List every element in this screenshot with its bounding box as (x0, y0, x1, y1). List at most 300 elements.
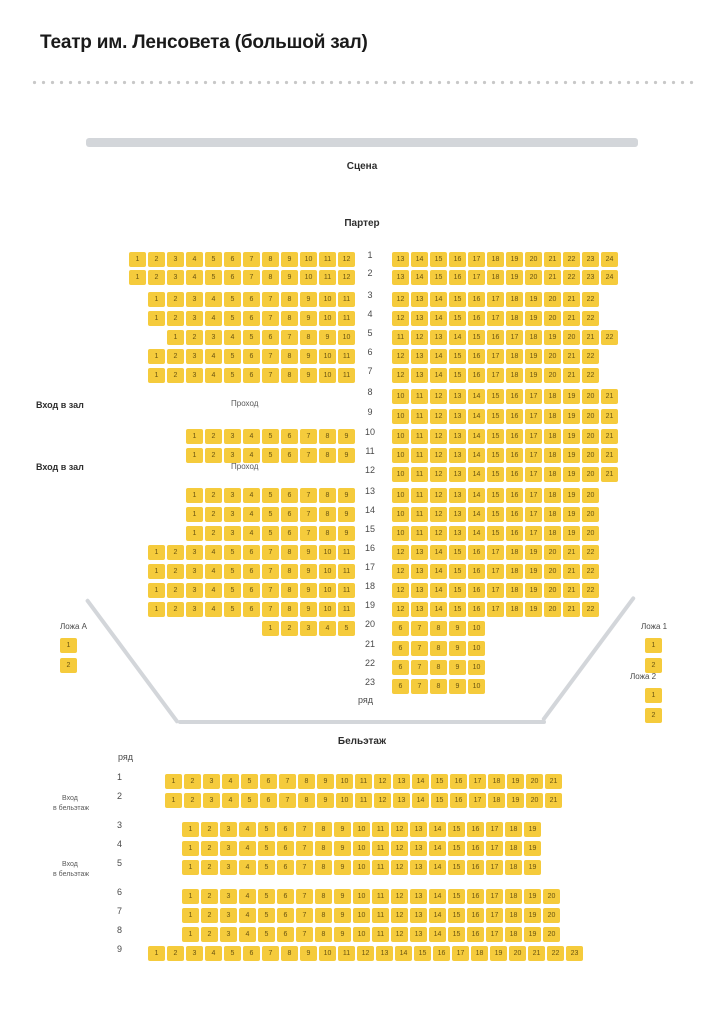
seat[interactable]: 9 (319, 330, 336, 345)
seat[interactable]: 2 (167, 564, 184, 579)
seat[interactable]: 6 (243, 946, 260, 961)
seat[interactable]: 2 (167, 292, 184, 307)
seat[interactable]: 1 (186, 488, 203, 503)
seat[interactable]: 6 (262, 330, 279, 345)
seat[interactable]: 1 (148, 564, 165, 579)
seat[interactable]: 4 (186, 252, 203, 267)
seat[interactable]: 8 (281, 311, 298, 326)
seat[interactable]: 12 (411, 330, 428, 345)
seat[interactable]: 5 (338, 621, 355, 636)
seat[interactable]: 1 (182, 927, 199, 942)
seat[interactable]: 21 (601, 467, 618, 482)
seat[interactable]: 6 (243, 583, 260, 598)
seat[interactable]: 17 (525, 526, 542, 541)
seat[interactable]: 15 (448, 822, 465, 837)
seat[interactable]: 12 (391, 822, 408, 837)
seat[interactable]: 16 (467, 860, 484, 875)
seat[interactable]: 2 (201, 908, 218, 923)
seat[interactable]: 10 (468, 621, 485, 636)
seat[interactable]: 18 (544, 526, 561, 541)
seat[interactable]: 10 (468, 660, 485, 675)
seat[interactable]: 18 (506, 349, 523, 364)
seat[interactable]: 2 (281, 621, 298, 636)
seat[interactable]: 4 (243, 429, 260, 444)
seat[interactable]: 3 (186, 602, 203, 617)
seat[interactable]: 5 (224, 368, 241, 383)
seat[interactable]: 9 (300, 545, 317, 560)
seat[interactable]: 4 (239, 927, 256, 942)
seat[interactable]: 7 (262, 564, 279, 579)
seat[interactable]: 20 (526, 793, 543, 808)
seat[interactable]: 18 (505, 841, 522, 856)
seat[interactable]: 9 (334, 841, 351, 856)
seat[interactable]: 17 (487, 349, 504, 364)
seat[interactable]: 15 (487, 507, 504, 522)
seat[interactable]: 3 (186, 368, 203, 383)
seat[interactable]: 15 (449, 583, 466, 598)
seat[interactable]: 18 (544, 448, 561, 463)
seat[interactable]: 19 (525, 564, 542, 579)
seat[interactable]: 20 (544, 602, 561, 617)
seat[interactable]: 13 (411, 349, 428, 364)
seat[interactable]: 3 (186, 564, 203, 579)
seat[interactable]: 4 (205, 583, 222, 598)
seat[interactable]: 15 (414, 946, 431, 961)
seat[interactable]: 10 (319, 602, 336, 617)
seat[interactable]: 5 (262, 488, 279, 503)
seat[interactable]: 12 (392, 292, 409, 307)
seat[interactable]: 4 (222, 774, 239, 789)
seat[interactable]: 19 (563, 467, 580, 482)
seat[interactable]: 7 (300, 507, 317, 522)
seat[interactable]: 8 (281, 545, 298, 560)
seat[interactable]: 5 (262, 429, 279, 444)
seat[interactable]: 10 (319, 564, 336, 579)
seat[interactable]: 20 (543, 889, 560, 904)
seat[interactable]: 20 (582, 467, 599, 482)
seat[interactable]: 11 (338, 368, 355, 383)
seat[interactable]: 1 (148, 349, 165, 364)
seat[interactable]: 19 (563, 429, 580, 444)
seat[interactable]: 20 (509, 946, 526, 961)
seat[interactable]: 4 (239, 841, 256, 856)
seat[interactable]: 4 (186, 270, 203, 285)
seat[interactable]: 14 (468, 448, 485, 463)
seat[interactable]: 7 (243, 252, 260, 267)
seat[interactable]: 10 (300, 252, 317, 267)
seat[interactable]: 14 (468, 467, 485, 482)
seat[interactable]: 13 (449, 389, 466, 404)
seat[interactable]: 8 (262, 252, 279, 267)
seat[interactable]: 9 (300, 349, 317, 364)
seat[interactable]: 11 (372, 889, 389, 904)
seat[interactable]: 18 (506, 545, 523, 560)
seat[interactable]: 19 (563, 389, 580, 404)
seat[interactable]: 2 (167, 368, 184, 383)
seat[interactable]: 16 (467, 841, 484, 856)
seat[interactable]: 9 (449, 621, 466, 636)
seat[interactable]: 14 (430, 583, 447, 598)
seat[interactable]: 10 (392, 488, 409, 503)
seat[interactable]: 7 (262, 292, 279, 307)
seat[interactable]: 12 (338, 252, 355, 267)
seat[interactable]: 11 (338, 292, 355, 307)
seat[interactable]: 11 (372, 927, 389, 942)
seat[interactable]: 9 (334, 908, 351, 923)
seat[interactable]: 21 (563, 368, 580, 383)
seat[interactable]: 7 (296, 908, 313, 923)
seat[interactable]: 17 (469, 793, 486, 808)
seat[interactable]: 13 (449, 526, 466, 541)
seat[interactable]: 1 (182, 841, 199, 856)
seat[interactable]: 11 (411, 429, 428, 444)
seat[interactable]: 8 (315, 860, 332, 875)
seat[interactable]: 20 (543, 927, 560, 942)
seat[interactable]: 20 (544, 368, 561, 383)
seat[interactable]: 3 (203, 793, 220, 808)
seat[interactable]: 6 (392, 679, 409, 694)
seat[interactable]: 17 (487, 545, 504, 560)
seat[interactable]: 13 (392, 252, 409, 267)
seat[interactable]: 11 (338, 583, 355, 598)
seat[interactable]: 7 (300, 488, 317, 503)
seat[interactable]: 16 (467, 927, 484, 942)
seat[interactable]: 4 (205, 564, 222, 579)
seat[interactable]: 20 (525, 252, 542, 267)
seat[interactable]: 6 (277, 908, 294, 923)
seat[interactable]: 15 (487, 389, 504, 404)
seat[interactable]: 14 (430, 564, 447, 579)
seat[interactable]: 14 (429, 908, 446, 923)
seat[interactable]: 8 (319, 507, 336, 522)
seat[interactable]: 11 (372, 908, 389, 923)
seat[interactable]: 13 (393, 793, 410, 808)
seat[interactable]: 16 (450, 793, 467, 808)
seat[interactable]: 7 (262, 311, 279, 326)
seat[interactable]: 7 (262, 583, 279, 598)
box-seat-lozha-a-2[interactable]: 2 (60, 658, 77, 673)
seat[interactable]: 3 (167, 252, 184, 267)
seat[interactable]: 5 (262, 526, 279, 541)
seat[interactable]: 10 (300, 270, 317, 285)
seat[interactable]: 4 (243, 448, 260, 463)
seat[interactable]: 9 (334, 860, 351, 875)
seat[interactable]: 7 (281, 330, 298, 345)
seat[interactable]: 19 (524, 889, 541, 904)
seat[interactable]: 13 (449, 507, 466, 522)
seat[interactable]: 10 (319, 292, 336, 307)
seat[interactable]: 5 (224, 602, 241, 617)
seat[interactable]: 1 (186, 448, 203, 463)
seat[interactable]: 10 (392, 389, 409, 404)
seat[interactable]: 9 (338, 507, 355, 522)
seat[interactable]: 8 (319, 429, 336, 444)
seat[interactable]: 11 (372, 822, 389, 837)
seat[interactable]: 14 (429, 889, 446, 904)
seat[interactable]: 14 (429, 927, 446, 942)
seat[interactable]: 21 (563, 602, 580, 617)
seat[interactable]: 21 (563, 292, 580, 307)
seat[interactable]: 11 (411, 409, 428, 424)
seat[interactable]: 6 (392, 641, 409, 656)
seat[interactable]: 10 (392, 429, 409, 444)
seat[interactable]: 23 (582, 270, 599, 285)
seat[interactable]: 12 (430, 488, 447, 503)
seat[interactable]: 19 (507, 793, 524, 808)
seat[interactable]: 23 (582, 252, 599, 267)
seat[interactable]: 9 (300, 946, 317, 961)
seat[interactable]: 5 (262, 507, 279, 522)
seat[interactable]: 18 (488, 793, 505, 808)
seat[interactable]: 22 (582, 349, 599, 364)
seat[interactable]: 14 (429, 860, 446, 875)
seat[interactable]: 5 (224, 583, 241, 598)
seat[interactable]: 21 (544, 252, 561, 267)
seat[interactable]: 21 (601, 448, 618, 463)
seat[interactable]: 12 (392, 564, 409, 579)
seat[interactable]: 20 (582, 507, 599, 522)
seat[interactable]: 13 (410, 908, 427, 923)
seat[interactable]: 8 (430, 660, 447, 675)
seat[interactable]: 17 (487, 292, 504, 307)
seat[interactable]: 16 (468, 311, 485, 326)
seat[interactable]: 8 (281, 564, 298, 579)
seat[interactable]: 13 (410, 860, 427, 875)
seat[interactable]: 17 (486, 889, 503, 904)
seat[interactable]: 9 (317, 774, 334, 789)
seat[interactable]: 2 (205, 507, 222, 522)
seat[interactable]: 20 (525, 270, 542, 285)
seat[interactable]: 16 (467, 889, 484, 904)
seat[interactable]: 5 (224, 311, 241, 326)
seat[interactable]: 3 (220, 889, 237, 904)
seat[interactable]: 10 (392, 526, 409, 541)
seat[interactable]: 11 (411, 448, 428, 463)
seat[interactable]: 7 (300, 429, 317, 444)
seat[interactable]: 16 (506, 526, 523, 541)
seat[interactable]: 13 (410, 889, 427, 904)
seat[interactable]: 21 (563, 349, 580, 364)
seat[interactable]: 16 (468, 545, 485, 560)
seat[interactable]: 12 (430, 389, 447, 404)
seat[interactable]: 9 (300, 311, 317, 326)
seat[interactable]: 17 (487, 368, 504, 383)
seat[interactable]: 1 (148, 311, 165, 326)
seat[interactable]: 10 (353, 841, 370, 856)
seat[interactable]: 21 (563, 564, 580, 579)
seat[interactable]: 13 (449, 488, 466, 503)
seat[interactable]: 19 (524, 908, 541, 923)
seat[interactable]: 5 (258, 841, 275, 856)
seat[interactable]: 12 (430, 507, 447, 522)
seat[interactable]: 20 (544, 292, 561, 307)
seat[interactable]: 11 (338, 564, 355, 579)
seat[interactable]: 14 (411, 270, 428, 285)
seat[interactable]: 11 (355, 793, 372, 808)
seat[interactable]: 10 (353, 889, 370, 904)
seat[interactable]: 9 (449, 660, 466, 675)
seat[interactable]: 4 (239, 822, 256, 837)
seat[interactable]: 12 (430, 429, 447, 444)
seat[interactable]: 4 (205, 545, 222, 560)
seat[interactable]: 2 (201, 889, 218, 904)
seat[interactable]: 11 (392, 330, 409, 345)
seat[interactable]: 16 (467, 822, 484, 837)
seat[interactable]: 14 (468, 409, 485, 424)
seat[interactable]: 15 (448, 889, 465, 904)
seat[interactable]: 17 (487, 311, 504, 326)
seat[interactable]: 6 (243, 564, 260, 579)
seat[interactable]: 21 (582, 330, 599, 345)
seat[interactable]: 13 (392, 270, 409, 285)
seat[interactable]: 4 (205, 349, 222, 364)
seat[interactable]: 13 (411, 545, 428, 560)
seat[interactable]: 11 (411, 488, 428, 503)
seat[interactable]: 13 (430, 330, 447, 345)
seat[interactable]: 17 (486, 841, 503, 856)
seat[interactable]: 11 (355, 774, 372, 789)
seat[interactable]: 21 (601, 409, 618, 424)
seat[interactable]: 12 (374, 774, 391, 789)
seat[interactable]: 22 (582, 564, 599, 579)
seat[interactable]: 14 (411, 252, 428, 267)
seat[interactable]: 4 (319, 621, 336, 636)
seat[interactable]: 18 (506, 292, 523, 307)
seat[interactable]: 3 (186, 583, 203, 598)
seat[interactable]: 7 (262, 946, 279, 961)
seat[interactable]: 1 (165, 793, 182, 808)
seat[interactable]: 11 (372, 860, 389, 875)
seat[interactable]: 1 (148, 946, 165, 961)
seat[interactable]: 22 (582, 311, 599, 326)
seat[interactable]: 1 (182, 822, 199, 837)
seat[interactable]: 8 (315, 927, 332, 942)
box-seat-lozha-a-1[interactable]: 1 (60, 638, 77, 653)
seat[interactable]: 14 (430, 368, 447, 383)
seat[interactable]: 16 (449, 270, 466, 285)
seat[interactable]: 7 (262, 349, 279, 364)
seat[interactable]: 15 (430, 252, 447, 267)
seat[interactable]: 12 (430, 467, 447, 482)
seat[interactable]: 5 (205, 270, 222, 285)
seat[interactable]: 16 (506, 409, 523, 424)
seat[interactable]: 2 (167, 583, 184, 598)
seat[interactable]: 14 (429, 841, 446, 856)
seat[interactable]: 17 (452, 946, 469, 961)
seat[interactable]: 19 (524, 822, 541, 837)
seat[interactable]: 21 (545, 793, 562, 808)
box-seat-lozha-1-2[interactable]: 2 (645, 658, 662, 673)
seat[interactable]: 19 (507, 774, 524, 789)
seat[interactable]: 2 (205, 488, 222, 503)
seat[interactable]: 14 (468, 526, 485, 541)
seat[interactable]: 3 (186, 292, 203, 307)
seat[interactable]: 13 (411, 602, 428, 617)
seat[interactable]: 6 (260, 774, 277, 789)
seat[interactable]: 6 (243, 349, 260, 364)
seat[interactable]: 10 (392, 507, 409, 522)
seat[interactable]: 6 (260, 793, 277, 808)
seat[interactable]: 12 (357, 946, 374, 961)
seat[interactable]: 19 (506, 252, 523, 267)
seat[interactable]: 7 (300, 448, 317, 463)
seat[interactable]: 19 (525, 368, 542, 383)
seat[interactable]: 7 (279, 774, 296, 789)
seat[interactable]: 5 (224, 946, 241, 961)
seat[interactable]: 2 (167, 349, 184, 364)
seat[interactable]: 3 (220, 908, 237, 923)
seat[interactable]: 21 (528, 946, 545, 961)
seat[interactable]: 18 (544, 409, 561, 424)
seat[interactable]: 7 (296, 889, 313, 904)
seat[interactable]: 15 (449, 545, 466, 560)
seat[interactable]: 18 (506, 564, 523, 579)
seat[interactable]: 1 (186, 507, 203, 522)
seat[interactable]: 10 (336, 793, 353, 808)
seat[interactable]: 13 (411, 564, 428, 579)
seat[interactable]: 17 (487, 602, 504, 617)
seat[interactable]: 17 (525, 448, 542, 463)
seat[interactable]: 4 (205, 292, 222, 307)
seat[interactable]: 17 (487, 564, 504, 579)
seat[interactable]: 14 (468, 429, 485, 444)
seat[interactable]: 17 (525, 507, 542, 522)
seat[interactable]: 15 (487, 448, 504, 463)
seat[interactable]: 18 (506, 583, 523, 598)
seat[interactable]: 23 (566, 946, 583, 961)
seat[interactable]: 4 (243, 526, 260, 541)
seat[interactable]: 21 (601, 389, 618, 404)
seat[interactable]: 15 (449, 292, 466, 307)
seat[interactable]: 3 (220, 860, 237, 875)
seat[interactable]: 20 (544, 349, 561, 364)
seat[interactable]: 8 (430, 679, 447, 694)
seat[interactable]: 16 (506, 389, 523, 404)
seat[interactable]: 7 (262, 368, 279, 383)
seat[interactable]: 2 (167, 311, 184, 326)
seat[interactable]: 12 (430, 448, 447, 463)
seat[interactable]: 21 (563, 311, 580, 326)
seat[interactable]: 8 (315, 822, 332, 837)
seat[interactable]: 4 (205, 368, 222, 383)
seat[interactable]: 8 (300, 330, 317, 345)
seat[interactable]: 10 (353, 860, 370, 875)
seat[interactable]: 9 (334, 889, 351, 904)
seat[interactable]: 9 (300, 292, 317, 307)
seat[interactable]: 13 (449, 467, 466, 482)
seat[interactable]: 12 (392, 349, 409, 364)
seat[interactable]: 8 (281, 602, 298, 617)
seat[interactable]: 8 (281, 368, 298, 383)
seat[interactable]: 1 (262, 621, 279, 636)
seat[interactable]: 1 (148, 602, 165, 617)
seat[interactable]: 15 (468, 330, 485, 345)
seat[interactable]: 19 (525, 349, 542, 364)
seat[interactable]: 21 (601, 429, 618, 444)
seat[interactable]: 5 (258, 889, 275, 904)
seat[interactable]: 11 (338, 946, 355, 961)
seat[interactable]: 7 (411, 660, 428, 675)
seat[interactable]: 19 (506, 270, 523, 285)
seat[interactable]: 8 (262, 270, 279, 285)
seat[interactable]: 9 (334, 822, 351, 837)
seat[interactable]: 8 (430, 621, 447, 636)
seat[interactable]: 20 (582, 389, 599, 404)
seat[interactable]: 7 (411, 679, 428, 694)
seat[interactable]: 20 (582, 409, 599, 424)
seat[interactable]: 13 (410, 822, 427, 837)
seat[interactable]: 8 (315, 841, 332, 856)
